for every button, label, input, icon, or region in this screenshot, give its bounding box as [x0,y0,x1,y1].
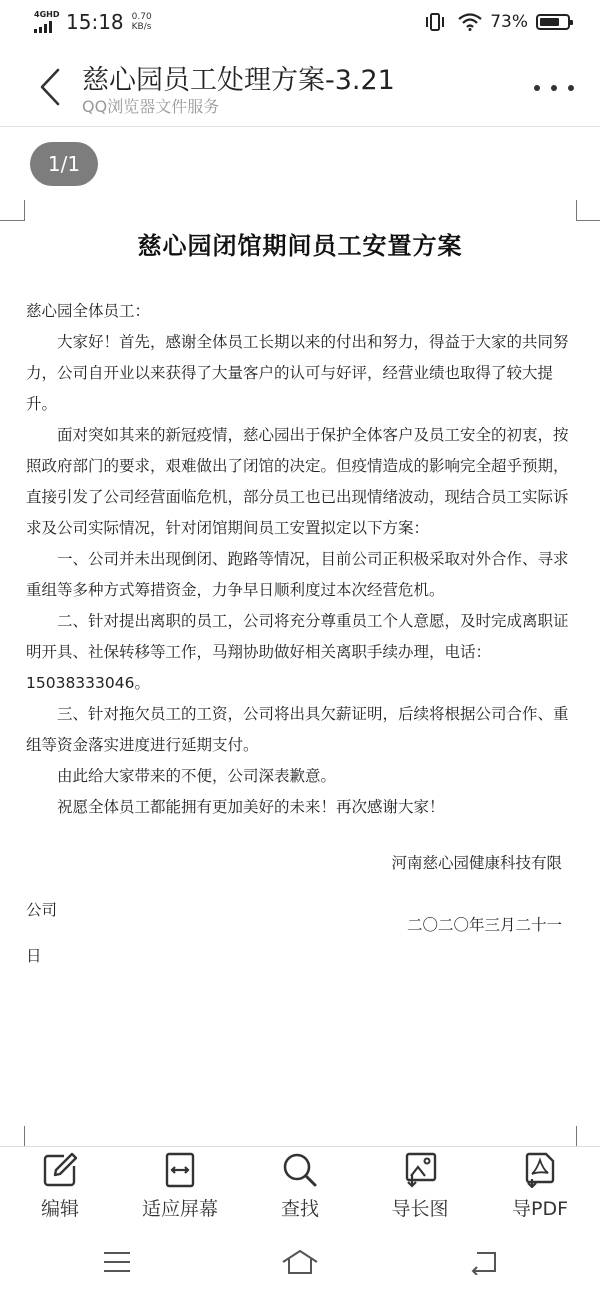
more-icon [534,85,540,91]
menu-button[interactable] [92,1244,142,1280]
wifi-icon [458,13,482,31]
export-pdf-label: 导PDF [511,1198,569,1220]
home-icon [280,1248,320,1276]
page-indicator: 1/1 [30,142,98,186]
crop-mark-top-left [0,200,25,221]
search-button[interactable] [245,1152,355,1224]
document-heading: 慈心园闭馆期间员工安置方案 [137,232,463,260]
battery-icon [536,14,570,30]
paragraph: 二、针对提出离职的员工，公司将充分尊重员工个人意愿，及时完成离职证明开具、社保转移等工作，马翔协助做好相关离职手续办理，电话：15038333046。 [26,612,569,692]
fit-screen-label: 适应屏幕 [141,1198,218,1220]
salutation: 慈心园全体员工： [26,302,151,320]
toolbar-divider [0,1146,600,1147]
battery-fill [540,18,559,26]
menu-icon [102,1250,132,1274]
network-speed-value: 0.70 [131,12,152,22]
back-nav-button[interactable] [458,1244,508,1280]
home-button[interactable] [275,1244,325,1280]
signature-company-line: 河南慈心园健康科技有限 [391,854,562,872]
back-button[interactable] [30,64,70,110]
search-label: 查找 [280,1198,319,1220]
export-long-image-icon [402,1152,438,1188]
edit-label: 编辑 [40,1198,79,1220]
edit-button[interactable] [5,1152,115,1224]
paragraph: 三、针对拖欠员工的工资，公司将出具欠薪证明，后续将根据公司合作、重组等资金落实进度进行延期支付。 [26,705,569,754]
crop-mark-bottom-right [576,1126,600,1146]
search-icon [282,1152,318,1188]
battery-percent: 73% [490,12,528,32]
paragraph: 祝愿全体员工都能拥有更加美好的未来！再次感谢大家！ [57,798,445,816]
paragraph: 面对突如其来的新冠疫情，慈心园出于保护全体客户及员工安全的初衷，按照政府部门的要求，艰难做出了闭馆的决定。但疫情造成的影响完全超乎预期，直接引发了公司经营面临危机，部分员工也已出现情绪波动，现结合员工实际诉求及公司实际情况，针对闭馆期间员工安置拟定以下方案： [26,426,569,537]
paragraph: 由此给大家带来的不便，公司深表歉意。 [57,767,337,785]
signature-company-tail: 公司 [26,901,58,919]
export-long-image-label: 导长图 [391,1198,449,1220]
signature-date [26,910,578,972]
more-button[interactable] [534,78,574,98]
signal-icon [34,21,52,33]
back-nav-icon [467,1249,499,1275]
network-speed [132,12,152,32]
export-pdf-button[interactable] [485,1152,595,1224]
export-long-image-button[interactable] [365,1152,475,1224]
document-source: QQ浏览器文件服务 [82,97,220,116]
fit-screen-button[interactable] [125,1152,235,1224]
app-header [0,48,600,126]
crop-mark-top-right [576,200,600,221]
header-divider [0,126,600,127]
fit-screen-icon [162,1152,198,1188]
document-body [26,296,578,823]
document-title: 慈心园员工处理方案-3.21 [82,65,395,96]
paragraph: 大家好！首先，感谢全体员工长期以来的付出和努力，得益于大家的共同努力，公司自开业以来获得了大量客户的认可与好评，经营业绩也取得了较大提升。 [26,333,569,413]
paragraph: 一、公司并未出现倒闭、跑路等情况，目前公司正积极采取对外合作、寻求重组等多种方式筹措资金，力争早日顺利度过本次经营危机。 [26,550,569,599]
crop-mark-bottom-left [0,1126,25,1146]
clock: 15:18 [66,10,124,34]
status-bar [0,0,600,46]
network-type: 4GHD [34,10,60,19]
network-speed-unit: KB/s [131,22,152,32]
back-arrow-icon [38,67,62,107]
bottom-toolbar [0,1152,600,1224]
system-nav-bar [0,1232,600,1292]
edit-icon [42,1152,78,1188]
signature-date-tail: 日 [26,947,42,965]
signature-date-line: 二〇二〇年三月二十一 [406,916,562,934]
vibrate-icon [424,12,446,32]
export-pdf-icon [522,1152,558,1188]
